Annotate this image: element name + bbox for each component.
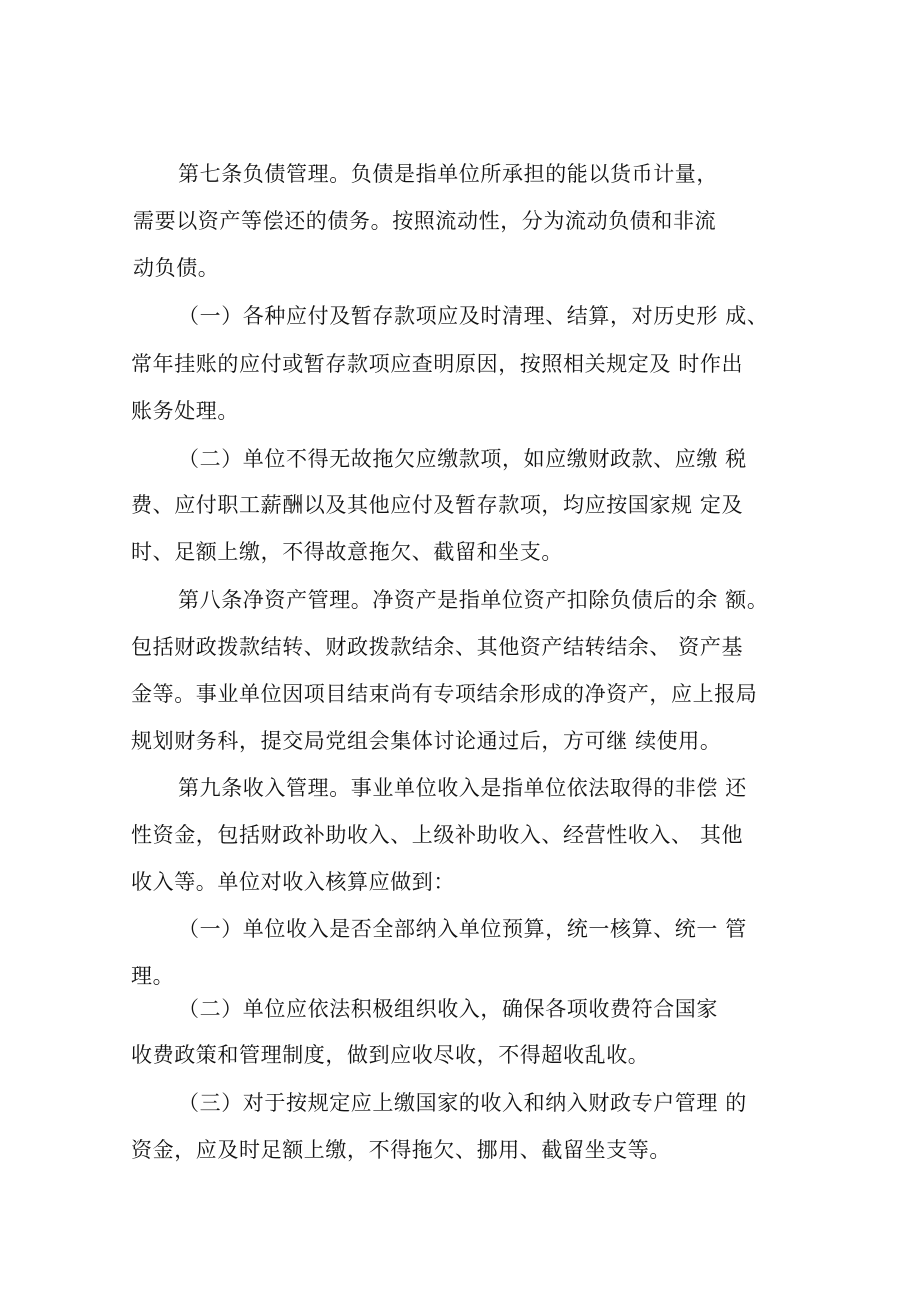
article-9-item-3-line-2: 资金，应及时足额上缴，不得拖欠、挪用、截留坐支等。 xyxy=(131,1138,671,1162)
article-9-item-1-line-2: 理。 xyxy=(131,964,175,988)
article-7-item-1-line-1: （一）各种应付及暂存款项应及时清理、结算，对历史形 成、 xyxy=(178,304,769,328)
article-9-line-2: 性资金，包括财政补助收入、上级补助收入、经营性收入、 其他 xyxy=(131,823,744,847)
article-7-line-3: 动负债。 xyxy=(133,256,220,280)
article-7-line-2: 需要以资产等偿还的债务。按照流动性，分为流动负债和非流 xyxy=(133,209,717,233)
article-9-item-2-line-1: （二）单位应依法积极组织收入，确保各项收费符合国家 xyxy=(178,997,718,1021)
article-8-line-2: 包括财政拨款结转、财政拨款结余、其他资产结转结余、 资产基 xyxy=(131,635,744,659)
article-9-line-1: 第九条收入管理。事业单位收入是指单位依法取得的非偿 还 xyxy=(178,776,747,800)
article-9-item-3-line-1: （三）对于按规定应上缴国家的收入和纳入财政专户管理 的 xyxy=(178,1091,747,1115)
article-8-line-4: 规划财务科，提交局党组会集体讨论通过后，方可继 续使用。 xyxy=(131,729,722,753)
article-7-item-1-line-2: 常年挂账的应付或暂存款项应查明原因，按照相关规定及 时作出 xyxy=(131,352,744,376)
article-8-line-3: 金等。事业单位因项目结束尚有专项结余形成的净资产，应上报局 xyxy=(131,682,758,706)
article-7-item-2-line-3: 时、足额上缴，不得故意拖欠、截留和坐支。 xyxy=(131,540,563,564)
article-9-line-3: 收入等。单位对收入核算应做到： xyxy=(131,870,455,894)
article-7-item-2-line-1: （二）单位不得无故拖欠应缴款项，如应缴财政款、应缴 税 xyxy=(178,447,747,471)
article-7-line-1: 第七条负债管理。负债是指单位所承担的能以货币计量， xyxy=(178,162,718,186)
article-8-line-1: 第八条净资产管理。净资产是指单位资产扣除负债后的余 额。 xyxy=(178,588,769,612)
article-7-item-1-line-3: 账务处理。 xyxy=(131,399,239,423)
article-7-item-2-line-2: 费、应付职工薪酬以及其他应付及暂存款项，均应按国家规 定及 xyxy=(131,493,744,517)
article-9-item-2-line-2: 收费政策和管理制度，做到应收尽收，不得超收乱收。 xyxy=(131,1043,650,1067)
article-9-item-1-line-1: （一）单位收入是否全部纳入单位预算，统一核算、统一 管 xyxy=(178,917,747,941)
